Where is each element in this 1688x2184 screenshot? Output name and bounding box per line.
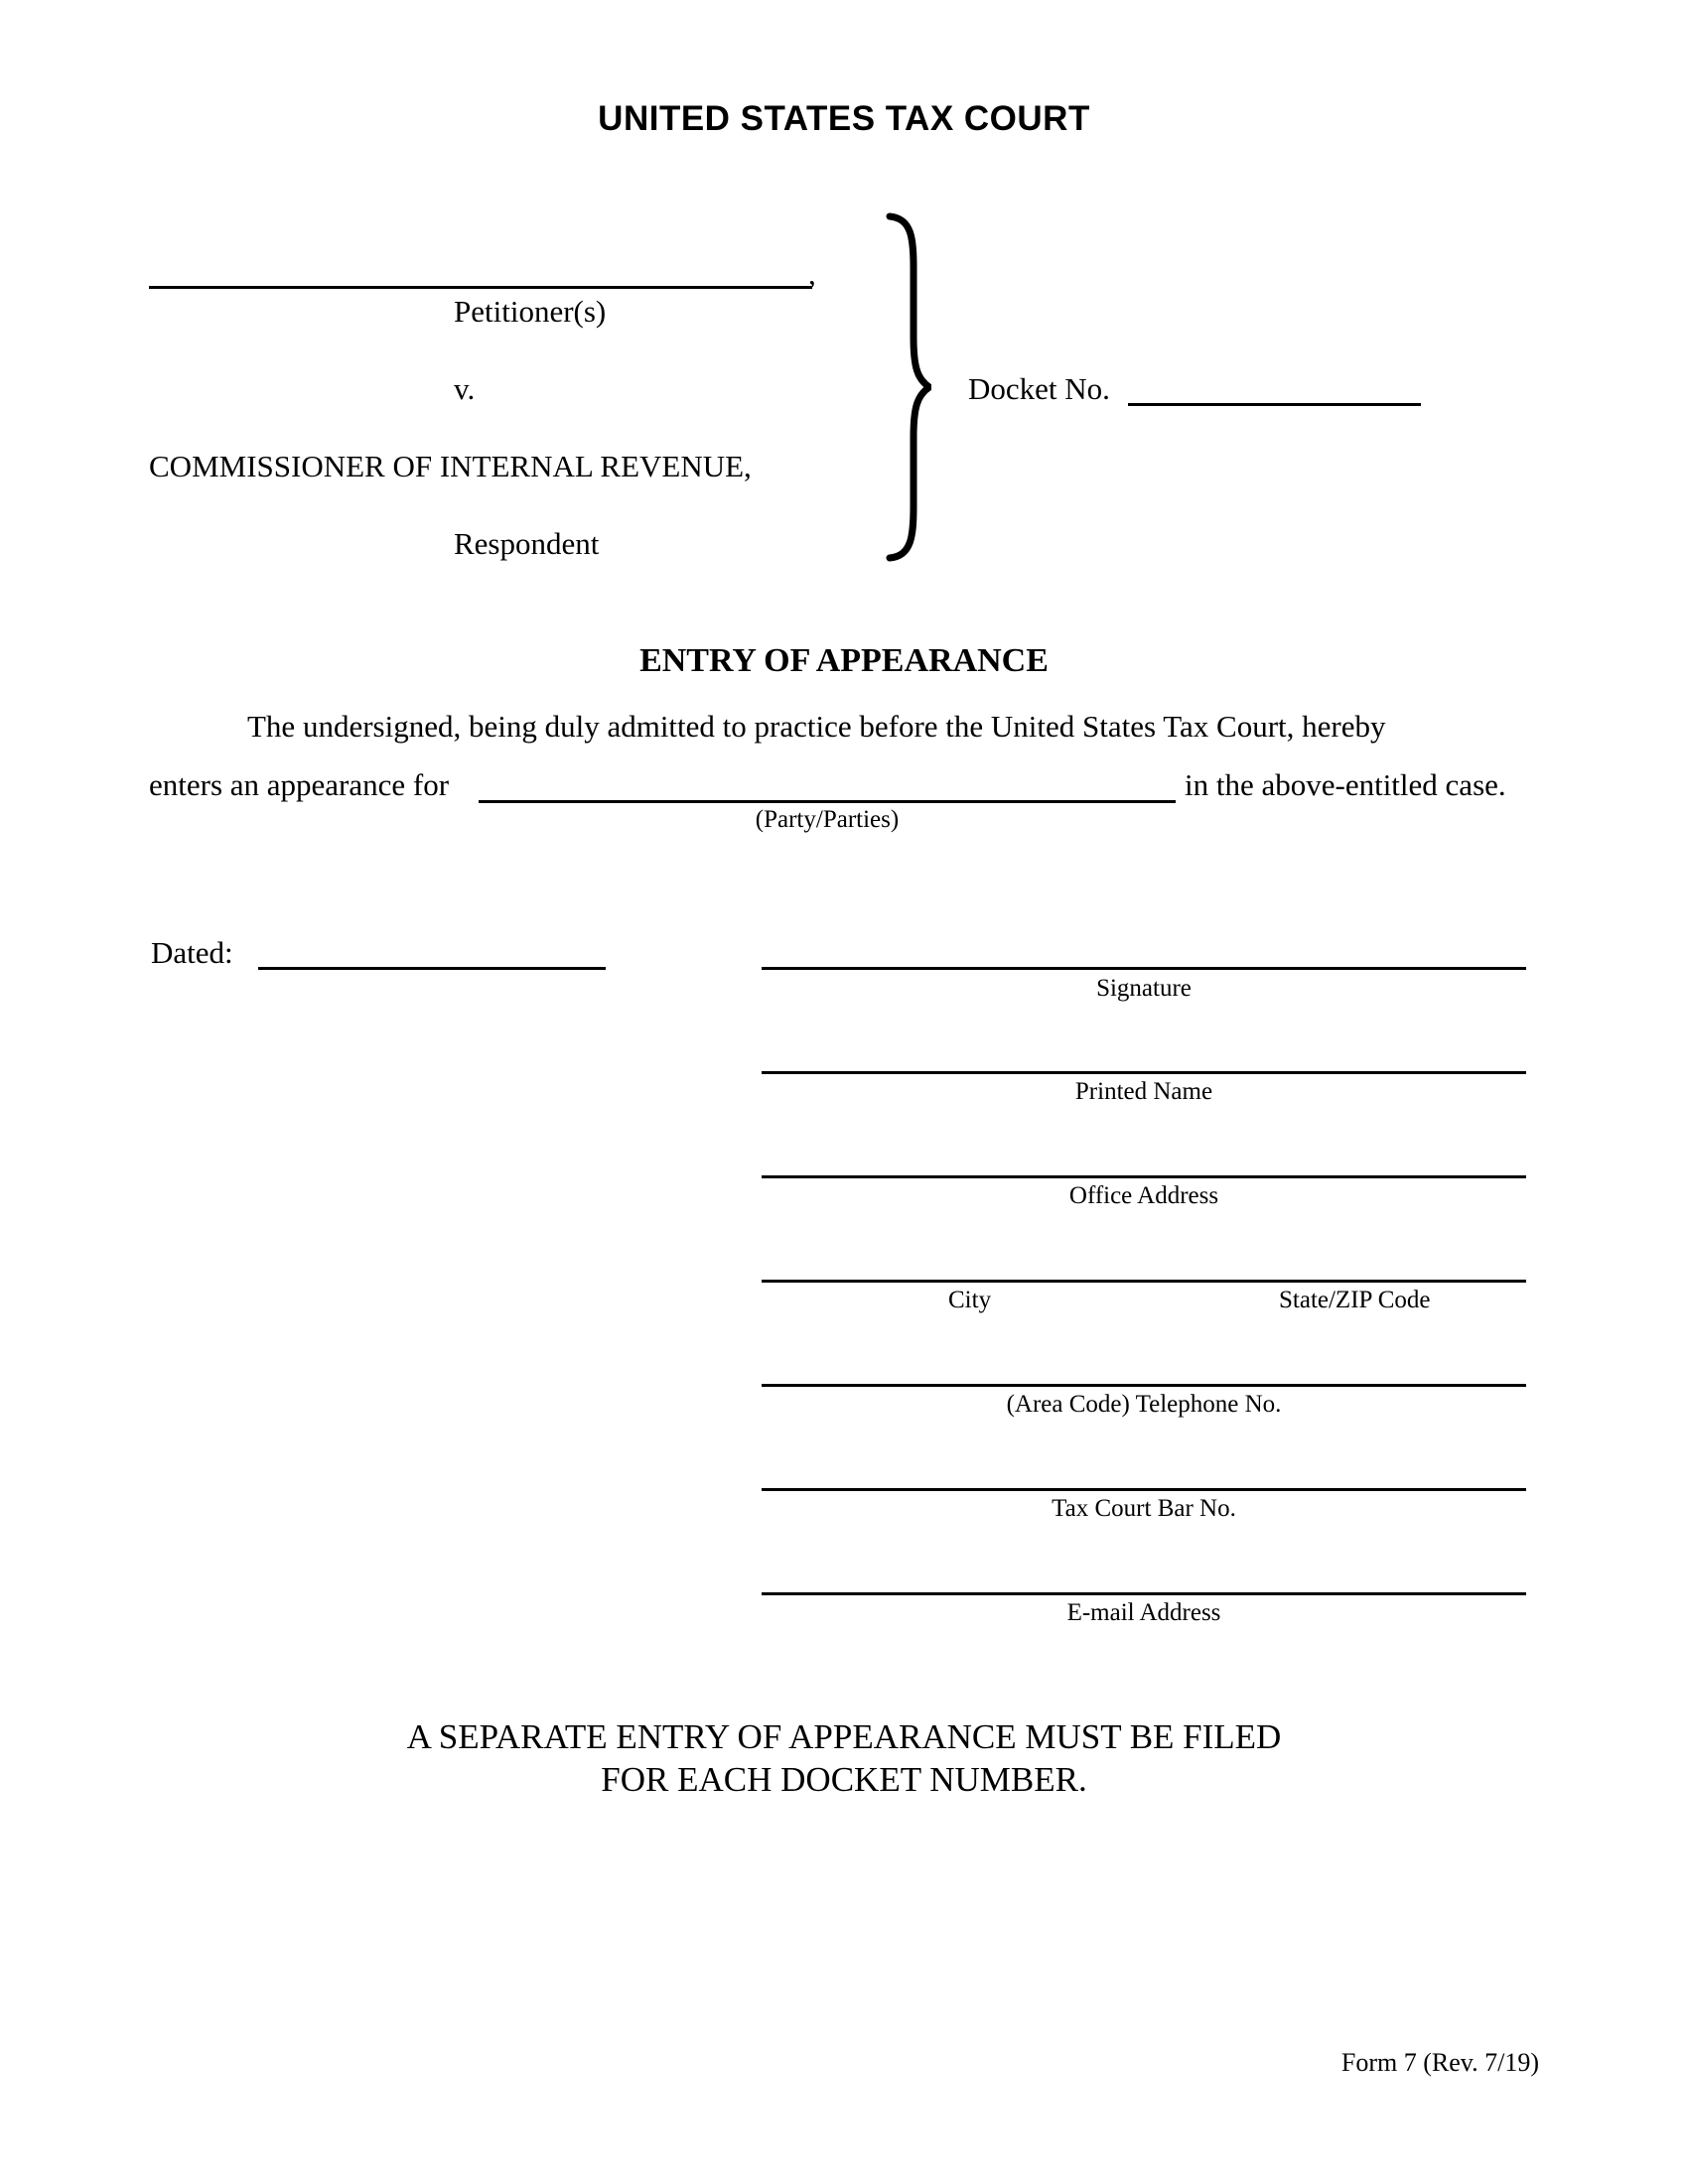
email-field[interactable]: [762, 1592, 1526, 1595]
dated-label: Dated:: [151, 935, 233, 970]
telephone-label: (Area Code) Telephone No.: [1006, 1391, 1282, 1418]
office-address-label: Office Address: [1068, 1182, 1219, 1209]
respondent-label: Respondent: [454, 526, 600, 561]
caption-brace: [872, 208, 931, 566]
city-state-zip-field[interactable]: [762, 1280, 1526, 1283]
entry-heading: ENTRY OF APPEARANCE: [639, 642, 1049, 679]
notice-line-2: FOR EACH DOCKET NUMBER.: [601, 1760, 1087, 1799]
telephone-field[interactable]: [762, 1384, 1526, 1387]
versus-label: v.: [454, 371, 476, 406]
petitioner-name-field[interactable]: [149, 286, 812, 289]
signature-field[interactable]: [762, 967, 1526, 970]
statement-suffix: in the above-entitled case.: [1185, 767, 1506, 802]
statement-line-1: The undersigned, being duly admitted to practice before the United States Tax Court, hereby: [247, 709, 1386, 744]
office-address-field[interactable]: [762, 1175, 1526, 1178]
petitioner-label: Petitioner(s): [454, 294, 607, 329]
petitioner-comma: ,: [808, 256, 816, 291]
form-number: Form 7 (Rev. 7/19): [1340, 2048, 1539, 2077]
printed-name-field[interactable]: [762, 1071, 1526, 1074]
email-label: E-mail Address: [1066, 1599, 1221, 1626]
statement-prefix: enters an appearance for: [149, 767, 450, 802]
bar-number-field[interactable]: [762, 1488, 1526, 1491]
signature-label: Signature: [1096, 975, 1192, 1002]
docket-label: Docket No.: [968, 371, 1110, 406]
notice-line-1: A SEPARATE ENTRY OF APPEARANCE MUST BE FILED: [406, 1717, 1282, 1756]
party-label: (Party/Parties): [755, 806, 900, 833]
docket-number-field[interactable]: [1128, 403, 1421, 406]
date-field[interactable]: [258, 967, 606, 970]
party-name-field[interactable]: [479, 800, 1176, 803]
bar-number-label: Tax Court Bar No.: [1052, 1495, 1236, 1522]
respondent-name: COMMISSIONER OF INTERNAL REVENUE,: [149, 449, 752, 483]
court-title: UNITED STATES TAX COURT: [598, 99, 1090, 138]
state-zip-label: State/ZIP Code: [1279, 1287, 1431, 1313]
city-label: City: [948, 1287, 992, 1313]
printed-name-label: Printed Name: [1074, 1078, 1213, 1105]
